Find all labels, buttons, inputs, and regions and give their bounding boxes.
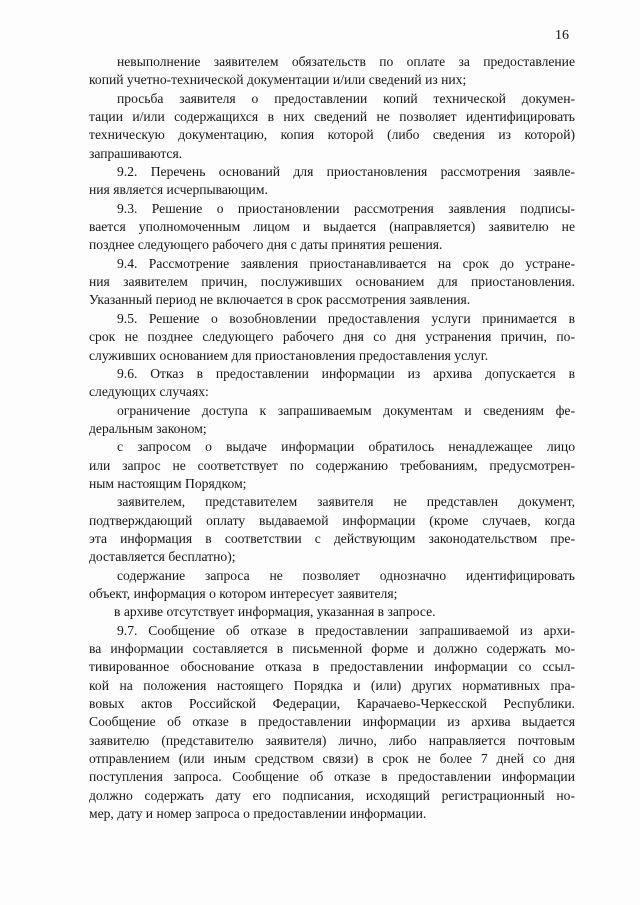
paragraph	[89, 255, 575, 310]
paragraph	[89, 438, 575, 493]
text-line: деральным законом;	[89, 420, 207, 436]
paragraph	[89, 493, 575, 566]
text-line: 9.4. Рассмотрение заявления приостанавливается на срок до устране-	[117, 255, 575, 271]
text-line: отправлением (или иным средством связи) в срок не более 7 дней со дня	[89, 751, 575, 767]
text-line: содержание запроса не позволяет однозначно идентифицировать	[117, 567, 575, 583]
text-line: кой на положения настоящего Порядка и (или) других нормативных пра-	[89, 677, 575, 693]
text-line: вовых актов Российской Федерации, Карачаево-Черкесской Республики.	[89, 696, 575, 712]
text-line: ния заявителем причин, послуживших основанием для приостановления.	[89, 274, 575, 290]
text-line: или запрос не соответствует по содержанию требованиям, предусмотрен-	[89, 457, 575, 473]
text-line: тивированное обоснование отказа в предоставлении информации со ссыл-	[89, 659, 575, 675]
text-line: заявителем, представителем заявителя не представлен документ,	[117, 494, 575, 510]
text-line: ния является исчерпывающим.	[89, 182, 268, 198]
text-line: Указанный период не включается в срок рассмотрения заявления.	[89, 292, 471, 308]
text-line: невыполнение заявителем обязательств по оплате за предоставление	[117, 54, 575, 69]
text-line: запрашиваются.	[89, 145, 183, 161]
text-line: ограничение доступа к запрашиваемым документам и сведениям фе-	[117, 402, 575, 418]
text-line: вается уполномоченным лицом и выдается (направляется) заявителю не	[89, 219, 575, 235]
paragraph	[89, 90, 575, 163]
text-line: 9.5. Решение о возобновлении предоставления услуги принимается в	[117, 310, 575, 326]
text-line: ным настоящим Порядком;	[89, 475, 247, 491]
text-line: просьба заявителя о предоставлении копий технической докумен-	[117, 90, 575, 106]
text-line: следующих случаях:	[89, 384, 209, 400]
text-line: срок не позднее следующего рабочего дня со дня устранения причин, по-	[89, 329, 575, 345]
text-line: Сообщение об отказе в предоставлении информации из архива выдается	[89, 714, 575, 730]
text-line: 9.7. Сообщение об отказе в предоставлении запрашиваемой из архи-	[117, 622, 575, 638]
paragraph	[89, 365, 575, 402]
text-line: объект, информация о котором интересует заявителя;	[89, 585, 398, 601]
text-line: в архиве отсутствует информация, указанная в запросе.	[114, 604, 436, 620]
text-line: эта информация в соответствии с действующим законодательством пре-	[89, 530, 575, 546]
text-line: доставляется бесплатно);	[89, 549, 236, 565]
text-line: служивших основанием для приостановления предоставления услуг.	[89, 347, 489, 363]
text-line: техническую документацию, копия которой (либо сведения из которой)	[89, 127, 575, 143]
text-line: мер, дату и номер запроса о предоставлении информации.	[89, 806, 427, 822]
paragraph	[89, 163, 575, 200]
text-line: заявителю (представителю заявителя) лично, либо направляется почтовым	[89, 732, 575, 748]
paragraph	[89, 310, 575, 365]
text-line: 9.2. Перечень оснований для приостановления рассмотрения заявле-	[117, 164, 575, 180]
text-line: 9.3. Решение о приостановлении рассмотрения заявления подписы-	[117, 200, 575, 216]
paragraph	[89, 53, 575, 90]
paragraph	[89, 622, 575, 824]
text-line: копий учетно-технической документации и/или сведений из них;	[89, 72, 467, 88]
text-line: ва информации составляется в письменной форме и должно содержать мо-	[89, 641, 575, 656]
text-line: поступления запроса. Сообщение об отказе в предоставлении информации	[89, 769, 575, 785]
paragraph	[89, 402, 575, 439]
text-line: тации и/или содержащихся в них сведений не позволяет идентифицировать	[89, 109, 575, 125]
paragraph	[89, 603, 575, 621]
text-line: 9.6. Отказ в предоставлении информации из архива допускается в	[117, 365, 575, 381]
document-body	[89, 53, 575, 823]
text-line: позднее следующего рабочего дня с даты принятия решения.	[89, 237, 443, 253]
text-line: подтверждающий оплату выдаваемой информации (кроме случаев, когда	[89, 512, 575, 528]
text-line: с запросом о выдаче информации обратилось ненадлежащее лицо	[117, 439, 575, 455]
page-number: 16	[555, 28, 569, 43]
paragraph	[89, 200, 575, 255]
paragraph	[89, 567, 575, 604]
text-line: должно содержать дату его подписания, исходящий регистрационный но-	[89, 787, 575, 803]
